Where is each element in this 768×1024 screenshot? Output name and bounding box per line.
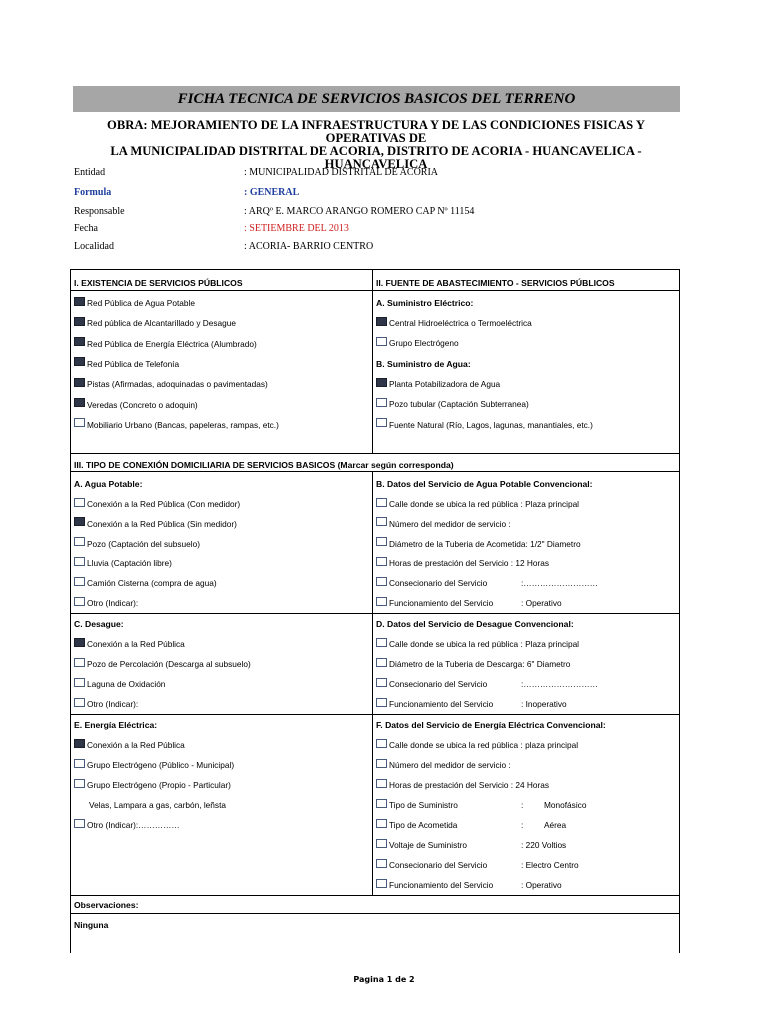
obra-heading: [70, 119, 682, 171]
checkbox-icon[interactable]: [376, 577, 387, 586]
checkbox-label: Otro (Indicar):……………: [87, 820, 180, 830]
checkbox-icon[interactable]: [74, 498, 85, 507]
divider: [70, 613, 680, 614]
checkbox-label: Grupo Electrógeno (Público - Municipal): [87, 760, 235, 770]
checkbox-label: Red Pública de Telefonía: [87, 358, 180, 369]
checkbox-icon[interactable]: [376, 658, 387, 667]
checkbox-icon[interactable]: [376, 859, 387, 868]
checkbox-item: [376, 597, 562, 609]
checkbox-item: [376, 337, 459, 349]
divider: [70, 471, 680, 472]
info-value: : MUNICIPALIDAD DISTRITAL DE ACORIA: [244, 167, 439, 178]
checkbox-label: Grupo Electrógeno: [389, 338, 459, 348]
checkbox-icon[interactable]: [74, 557, 85, 566]
obra-line-3: HUANCAVELICA: [324, 157, 428, 171]
checkbox-item: [74, 378, 268, 390]
checkbox-icon[interactable]: [376, 879, 387, 888]
checkbox-label: Diámetro de la Tuberia de Acometida: 1/2" Diametro: [389, 538, 581, 549]
checkbox-label: Otro (Indicar):: [87, 699, 139, 709]
checkbox-label: Consecionario del Servicio: [389, 679, 488, 689]
checkbox-item: [376, 498, 579, 510]
checkbox-item: [74, 678, 165, 690]
checkbox-item: [376, 638, 579, 650]
checkbox-item: [74, 698, 138, 710]
checkbox-item: [376, 839, 567, 851]
checkbox-label: Lluvia (Captación libre): [87, 558, 172, 569]
checkbox-checked-icon[interactable]: [74, 337, 85, 346]
checkbox-label: Diámetro de la Tuberia de Descarga: 6" Diametro: [389, 659, 571, 669]
checkbox-item: [376, 859, 579, 871]
checkbox-label: Pozo (Captación del subsuelo): [87, 538, 200, 549]
desague-title: C. Desague:: [74, 619, 124, 629]
divider: [70, 895, 680, 896]
checkbox-icon[interactable]: [74, 799, 87, 808]
checkbox-label: Calle donde se ubica la red pública : Plaza principal: [389, 499, 580, 509]
checkbox-item: [74, 638, 185, 650]
agua-datos-title: B. Datos del Servicio de Agua Potable Convencional:: [376, 479, 593, 489]
checkbox-icon[interactable]: [376, 799, 387, 808]
info-label: Formula: [74, 187, 112, 198]
checkbox-label: Pozo de Percolación (Descarga al subsuelo): [87, 659, 251, 669]
checkbox-label: Fuente Natural (Río, Lagos, lagunas, manantiales, etc.): [389, 419, 593, 430]
checkbox-item: [376, 879, 562, 891]
checkbox-item: [376, 419, 593, 431]
checkbox-item: [376, 378, 500, 390]
checkbox-item: [74, 557, 172, 569]
checkbox-item: [376, 779, 549, 791]
checkbox-checked-icon[interactable]: [74, 638, 85, 647]
checkbox-label: Tipo de Acometida: [389, 820, 458, 830]
checkbox-icon[interactable]: [74, 819, 85, 828]
checkbox-value-2: Aérea: [544, 820, 567, 830]
checkbox-item: [74, 819, 180, 831]
info-value: : GENERAL: [244, 187, 300, 198]
checkbox-item: [376, 799, 587, 811]
checkbox-label: Veredas (Concreto o adoquin): [87, 399, 198, 410]
checkbox-label: Funcionamiento del Servicio: [389, 880, 494, 890]
checkbox-checked-icon[interactable]: [74, 357, 85, 366]
checkbox-item: [376, 698, 567, 710]
checkbox-label: Red pública de Alcantarillado y Desague: [87, 318, 236, 329]
checkbox-icon[interactable]: [74, 537, 85, 546]
checkbox-item: [376, 538, 581, 550]
checkbox-icon[interactable]: [376, 698, 387, 707]
energia-title: E. Energía Eléctrica:: [74, 720, 158, 730]
checkbox-value: : Operativo: [521, 598, 562, 608]
checkbox-label: Número del medidor de servicio :: [389, 518, 511, 529]
checkbox-item: [376, 739, 578, 751]
checkbox-icon[interactable]: [376, 597, 387, 606]
checkbox-value: :: [521, 800, 524, 810]
checkbox-icon[interactable]: [74, 597, 85, 606]
checkbox-label: Funcionamiento del Servicio: [389, 598, 494, 608]
checkbox-label: Funcionamiento del Servicio: [389, 699, 494, 709]
checkbox-label: Voltaje de Suministro: [389, 840, 467, 850]
checkbox-icon[interactable]: [376, 779, 387, 788]
checkbox-label: Pozo tubular (Captación Subterranea): [389, 399, 529, 410]
checkbox-label: Conexión a la Red Pública: [87, 740, 185, 750]
checkbox-checked-icon[interactable]: [74, 378, 85, 387]
obra-line-1: OBRA: MEJORAMIENTO DE LA INFRAESTRUCTURA Y DE LAS CONDICIONES FISICAS Y OPERATIVAS DE: [107, 118, 645, 145]
checkbox-icon[interactable]: [74, 698, 85, 707]
suministro-agua-title: B. Suministro de Agua:: [376, 359, 471, 369]
checkbox-item: [74, 317, 236, 329]
checkbox-value: : Operativo: [521, 880, 562, 890]
checkbox-icon[interactable]: [376, 739, 387, 748]
checkbox-label: Horas de prestación del Servicio : 12 Horas: [389, 558, 550, 569]
page-footer: Pagina 1 de 2: [353, 975, 415, 984]
info-value: : ARQº E. MARCO ARANGO ROMERO CAP Nº 11154: [244, 206, 475, 217]
checkbox-item: [376, 819, 567, 831]
checkbox-value: : Electro Centro: [521, 860, 579, 870]
checkbox-icon[interactable]: [376, 759, 387, 768]
checkbox-item: [376, 658, 570, 670]
services-table: [70, 269, 680, 953]
checkbox-checked-icon[interactable]: [74, 317, 85, 326]
checkbox-item: [74, 419, 279, 431]
observaciones-value: Ninguna: [74, 920, 109, 930]
column-divider: [372, 269, 373, 453]
checkbox-label: Calle donde se ubica la red pública : plaza principal: [389, 740, 579, 750]
checkbox-item: [74, 498, 240, 510]
checkbox-label: Número del medidor de servicio :: [389, 760, 511, 770]
checkbox-icon[interactable]: [74, 658, 85, 667]
checkbox-label: Conexión a la Red Pública: [87, 639, 185, 649]
info-label: Fecha: [74, 223, 98, 234]
checkbox-label: Red Pública de Agua Potable: [87, 298, 195, 308]
checkbox-icon[interactable]: [376, 638, 387, 647]
divider: [70, 453, 680, 454]
divider: [70, 913, 680, 914]
checkbox-item: [376, 577, 598, 589]
checkbox-item: [74, 399, 198, 411]
divider: [70, 714, 680, 715]
checkbox-icon[interactable]: [376, 537, 387, 546]
checkbox-value: :………………………: [521, 578, 598, 589]
info-label: Localidad: [74, 241, 114, 252]
checkbox-item: [376, 678, 598, 690]
section-3-header: III. TIPO DE CONEXIÓN DOMICILIARIA DE SERVICIOS BASICOS (Marcar según corresponda): [74, 460, 454, 470]
section-2-header: II. FUENTE DE ABASTECIMIENTO - SERVICIOS PÚBLICOS: [376, 278, 615, 288]
checkbox-label: Central Hidroeléctrica o Termoeléctrica: [389, 318, 532, 328]
checkbox-label: Calle donde se ubica la red pública : Plaza principal: [389, 639, 580, 649]
info-value: : SETIEMBRE DEL 2013: [244, 223, 349, 234]
checkbox-item: [376, 317, 532, 329]
energia-datos-title: F. Datos del Servicio de Energía Eléctrica Convencional:: [376, 720, 606, 730]
checkbox-icon[interactable]: [376, 398, 387, 407]
checkbox-label: Planta Potabilizadora de Agua: [389, 379, 501, 389]
checkbox-label: Grupo Electrógeno (Propio - Particular): [87, 780, 231, 790]
checkbox-label: Red Pública de Energía Eléctrica (Alumbrado): [87, 338, 257, 349]
divider: [70, 290, 680, 291]
checkbox-icon[interactable]: [376, 418, 387, 427]
checkbox-icon[interactable]: [376, 498, 387, 507]
checkbox-item: [74, 518, 237, 530]
checkbox-value-2: Monofásico: [544, 800, 587, 810]
checkbox-label: Velas, Lampara a gas, carbón, leñsta: [89, 800, 226, 810]
checkbox-icon[interactable]: [376, 678, 387, 687]
checkbox-icon[interactable]: [376, 517, 387, 526]
checkbox-checked-icon[interactable]: [74, 517, 85, 526]
checkbox-icon[interactable]: [74, 779, 85, 788]
checkbox-item: [74, 779, 231, 791]
checkbox-icon[interactable]: [376, 557, 387, 566]
checkbox-checked-icon[interactable]: [74, 398, 85, 407]
obra-line-2: LA MUNICIPALIDAD DISTRITAL DE ACORIA, DISTRITO DE ACORIA - HUANCAVELICA -: [110, 144, 642, 158]
checkbox-icon[interactable]: [74, 678, 85, 687]
checkbox-item: [74, 597, 138, 609]
section-1-header: I. EXISTENCIA DE SERVICIOS PÚBLICOS: [74, 278, 243, 288]
checkbox-value: : 220 Voltios: [521, 840, 567, 850]
checkbox-checked-icon[interactable]: [376, 378, 387, 387]
checkbox-label: Tipo de Suministro: [389, 800, 458, 810]
info-label: Responsable: [74, 206, 125, 217]
checkbox-checked-icon[interactable]: [376, 317, 387, 326]
checkbox-checked-icon[interactable]: [74, 297, 85, 306]
checkbox-label: Consecionario del Servicio: [389, 860, 488, 870]
checkbox-icon[interactable]: [74, 418, 85, 427]
checkbox-value: : Inoperativo: [521, 699, 567, 709]
checkbox-item: [74, 538, 200, 550]
column-divider: [372, 471, 373, 895]
checkbox-item: [376, 398, 529, 410]
checkbox-item: [74, 577, 217, 589]
checkbox-label: Camión Cisterna (compra de agua): [87, 578, 217, 589]
checkbox-icon[interactable]: [376, 337, 387, 346]
desague-datos-title: D. Datos del Servicio de Desague Convencional:: [376, 619, 574, 629]
checkbox-item: [376, 759, 511, 771]
checkbox-label: Horas de prestación del Servicio : 24 Horas: [389, 780, 550, 790]
checkbox-item: [74, 658, 251, 670]
checkbox-value: :: [521, 820, 524, 830]
observaciones-label: Observaciones:: [74, 900, 139, 910]
checkbox-checked-icon[interactable]: [74, 739, 85, 748]
checkbox-label: Otro (Indicar):: [87, 598, 139, 608]
checkbox-item: [376, 557, 549, 569]
document-title: FICHA TECNICA DE SERVICIOS BASICOS DEL TERRENO: [73, 86, 680, 112]
suministro-electrico-title: A. Suministro Eléctrico:: [376, 298, 474, 308]
checkbox-item: [376, 518, 511, 530]
checkbox-item: [74, 739, 185, 751]
checkbox-item: [74, 358, 179, 370]
checkbox-item: [74, 759, 234, 771]
checkbox-label: Laguna de Oxidación: [87, 679, 166, 689]
checkbox-label: Mobiliario Urbano (Bancas, papeleras, rampas, etc.): [87, 419, 279, 430]
checkbox-label: Conexión a la Red Pública (Con medidor): [87, 499, 241, 509]
info-label: Entidad: [74, 167, 106, 178]
checkbox-icon[interactable]: [74, 577, 85, 586]
checkbox-item: [74, 297, 195, 309]
checkbox-item: [74, 338, 257, 350]
checkbox-icon[interactable]: [376, 839, 387, 848]
checkbox-icon[interactable]: [74, 759, 85, 768]
info-value: : ACORIA- BARRIO CENTRO: [244, 241, 374, 252]
checkbox-label: Conexión a la Red Pública (Sin medidor): [87, 518, 237, 529]
checkbox-label: Consecionario del Servicio: [389, 578, 488, 589]
checkbox-icon[interactable]: [376, 819, 387, 828]
checkbox-item: [74, 799, 226, 811]
agua-potable-title: A. Agua Potable:: [74, 479, 143, 489]
checkbox-value: :………………………: [521, 679, 598, 689]
checkbox-label: Pistas (Afirmadas, adoquinadas o pavimentadas): [87, 379, 268, 390]
